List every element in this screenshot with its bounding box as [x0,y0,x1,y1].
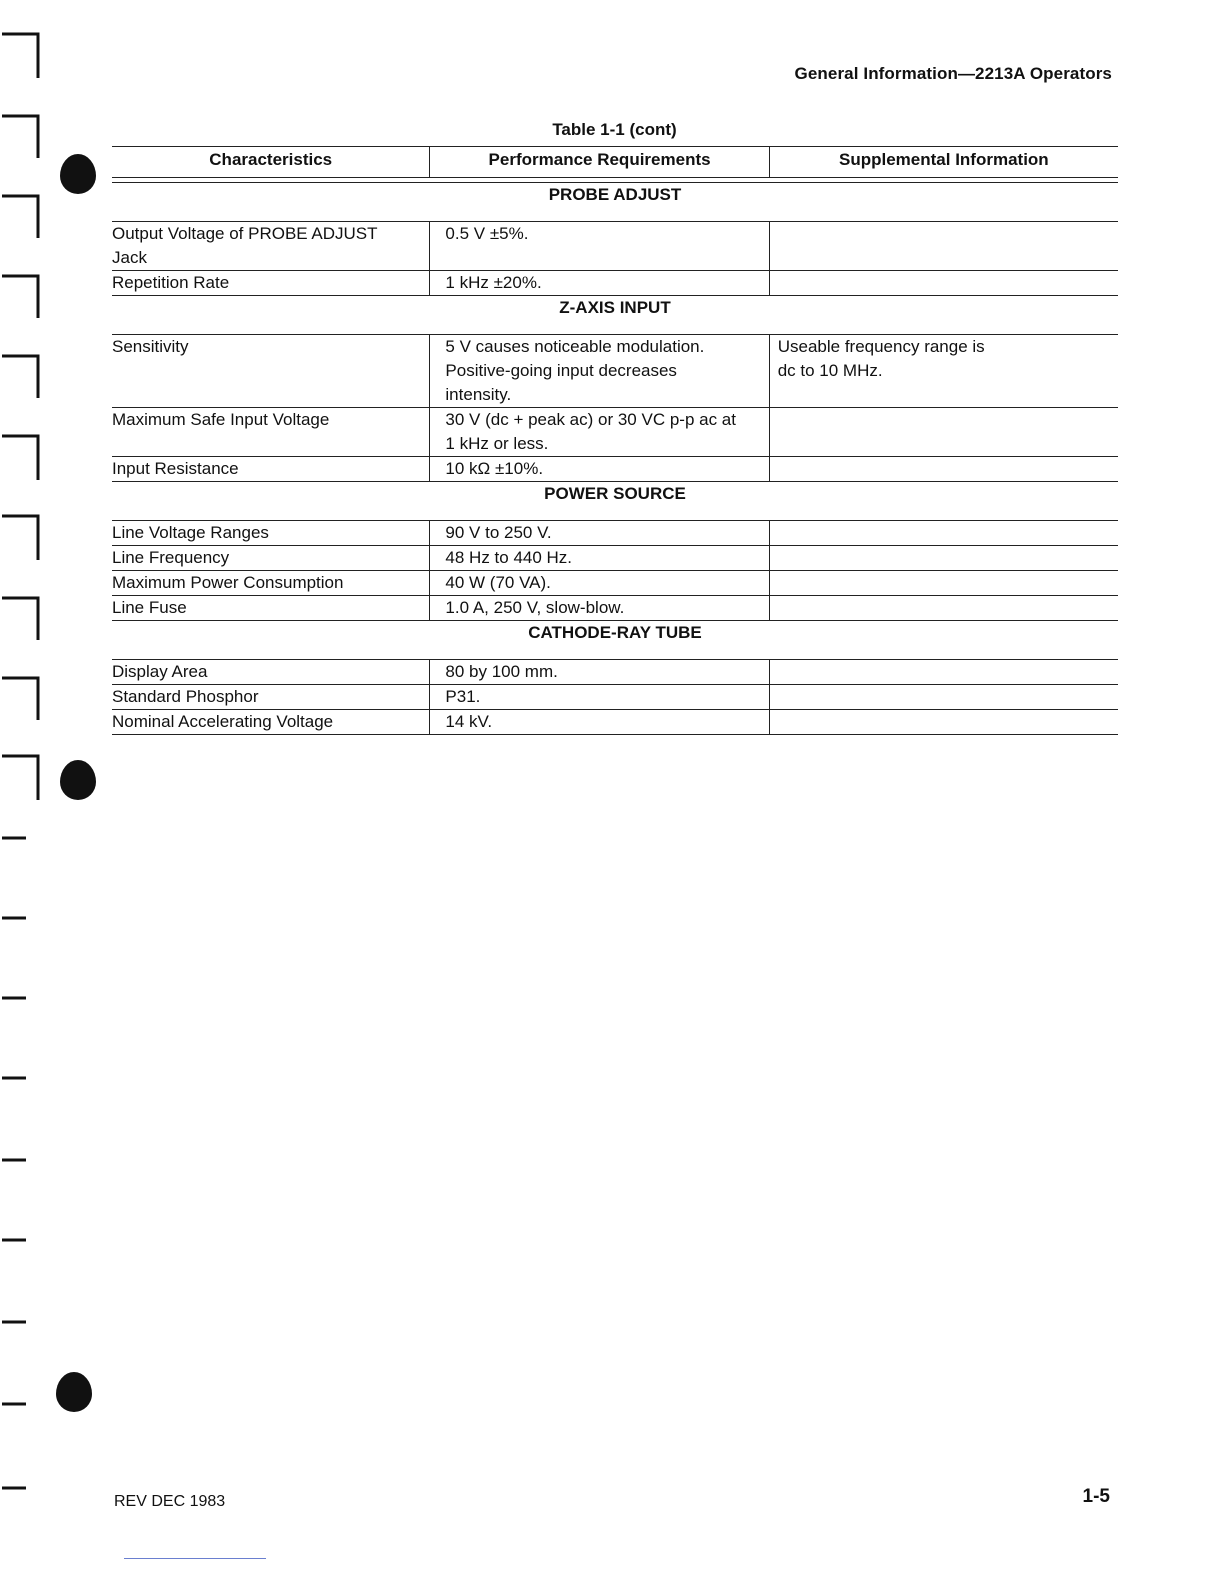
supplemental-cell: Useable frequency range is dc to 10 MHz. [769,335,1118,408]
table-row [112,222,1118,271]
supplemental-cell [769,685,1118,710]
characteristic-cell: Line Fuse [112,596,430,621]
table-row [112,521,1118,546]
characteristic-cell: Repetition Rate [112,271,430,296]
punch-hole [56,1372,92,1412]
table-row [112,271,1118,296]
supplemental-cell [769,546,1118,571]
binder-mark [2,356,38,398]
binder-marks [0,0,48,1584]
supplemental-cell [769,660,1118,685]
table-row [112,408,1118,457]
characteristic-cell: Display Area [112,660,430,685]
binder-mark [2,436,38,480]
performance-cell: 40 W (70 VA). [430,571,769,596]
spec-table [112,146,1118,735]
performance-cell: 10 kΩ ±10%. [430,457,769,482]
characteristic-cell: Maximum Safe Input Voltage [112,408,430,457]
section-heading: POWER SOURCE [112,482,1118,521]
table-row [112,685,1118,710]
section-heading: PROBE ADJUST [112,183,1118,222]
performance-cell: 1.0 A, 250 V, slow-blow. [430,596,769,621]
characteristic-cell: Line Voltage Ranges [112,521,430,546]
section-row [112,296,1118,335]
characteristic-cell: Output Voltage of PROBE ADJUST Jack [112,222,430,271]
performance-cell: 30 V (dc + peak ac) or 30 VC p-p ac at 1 kHz or less. [430,408,769,457]
column-header-supplemental: Supplemental Information [769,147,1118,178]
section-heading: CATHODE-RAY TUBE [112,621,1118,660]
characteristic-cell: Nominal Accelerating Voltage [112,710,430,735]
section-heading: Z-AXIS INPUT [112,296,1118,335]
table-row [112,660,1118,685]
binder-mark [2,756,38,800]
binder-mark [2,276,38,318]
supplemental-cell [769,710,1118,735]
column-header-characteristics: Characteristics [112,147,430,178]
table-row [112,571,1118,596]
page-number: 1-5 [1082,1486,1110,1507]
binder-mark [2,196,38,238]
table-row [112,546,1118,571]
supplemental-cell [769,408,1118,457]
supplemental-cell [769,222,1118,271]
characteristic-cell: Maximum Power Consumption [112,571,430,596]
characteristic-cell: Sensitivity [112,335,430,408]
binder-mark [2,598,38,640]
supplemental-cell [769,521,1118,546]
table-row [112,335,1118,408]
binder-edge [0,0,48,1584]
running-header: General Information—2213A Operators [794,64,1112,83]
performance-cell: P31. [430,685,769,710]
column-header-performance: Performance Requirements [430,147,769,178]
performance-cell: 80 by 100 mm. [430,660,769,685]
table-title: Table 1-1 (cont) [552,120,677,139]
section-row [112,621,1118,660]
performance-cell: 90 V to 250 V. [430,521,769,546]
binder-mark [2,34,38,78]
binder-mark [2,678,38,720]
supplemental-cell [769,457,1118,482]
table-row [112,457,1118,482]
performance-cell: 14 kV. [430,710,769,735]
binder-mark [2,516,38,560]
section-row [112,183,1118,222]
performance-cell: 1 kHz ±20%. [430,271,769,296]
performance-cell: 0.5 V ±5%. [430,222,769,271]
characteristic-cell: Standard Phosphor [112,685,430,710]
punch-hole [60,154,96,194]
section-row [112,482,1118,521]
scan-underline [124,1558,266,1559]
supplemental-cell [769,271,1118,296]
characteristic-cell: Line Frequency [112,546,430,571]
table-row [112,710,1118,735]
binder-mark [2,116,38,158]
punch-hole [60,760,96,800]
performance-cell: 5 V causes noticeable modulation. Positive-going input decreases intensity. [430,335,769,408]
supplemental-cell [769,571,1118,596]
table-body [112,178,1118,735]
supplemental-cell [769,596,1118,621]
table-header-row [112,147,1118,178]
table-row [112,596,1118,621]
performance-cell: 48 Hz to 440 Hz. [430,546,769,571]
characteristic-cell: Input Resistance [112,457,430,482]
revision-date: REV DEC 1983 [114,1493,226,1510]
